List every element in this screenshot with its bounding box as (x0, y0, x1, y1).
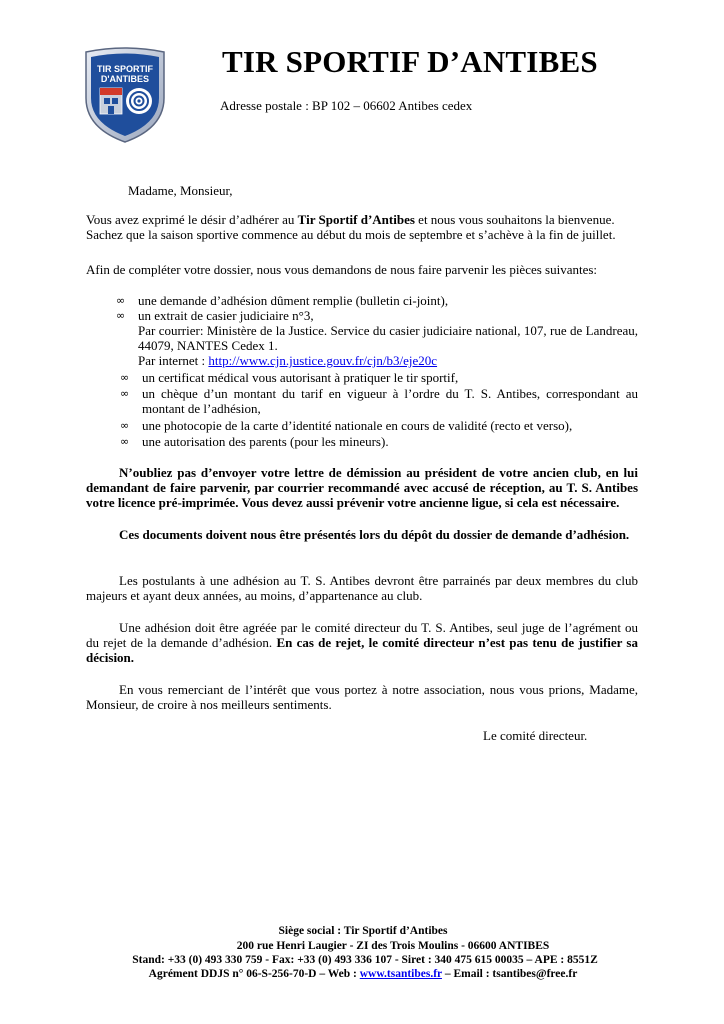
club-logo (82, 46, 168, 144)
footer-line-1: Siège social : Tir Sportif d’Antibes (278, 925, 448, 937)
organization-title: TIR SPORTIF D’ANTIBES (222, 44, 598, 79)
bullet-icon: ∞ (116, 294, 126, 307)
resignation-notice: N’oubliez pas d’envoyer votre lettre de démission au président de votre ancien club, en lui demandant de faire parvenir, par courrier recommandé avec accusé de réception, au T. S. Antibes votre licence pré-imprimée. Vous devez aussi prévenir votre ancienne ligue, si cela est nécessaire. (86, 465, 638, 510)
casier-link[interactable]: http://www.cjn.justice.gouv.fr/cjn/b3/eje20c (208, 353, 438, 368)
documents-intro: Afin de compléter votre dossier, nous vous demandons de nous faire parvenir les pièces suivantes: (86, 262, 598, 277)
logo-text-bottom: D'ANTIBES (100, 74, 150, 84)
season-text: Sachez que la saison sportive commence au début du mois de septembre et s’achève à la fin de juillet. (86, 227, 616, 242)
bullet-icon: ∞ (120, 435, 130, 448)
bullet-icon: ∞ (120, 387, 130, 400)
casier-courrier: Par courrier: Ministère de la Justice. Service du casier judiciaire national, 107, rue de Landreau, 44079, NANTES Cedex 1. (138, 323, 638, 353)
rejection-notice: En cas de rejet, le comité directeur n’est pas tenu de justifier sa décision. (86, 635, 638, 665)
closing-paragraph: En vous remerciant de l’intérêt que vous portez à notre association, nous vous prions, Madame, Monsieur, de croire à nos meilleurs sentiments. (86, 682, 638, 712)
greeting: Madame, Monsieur, (128, 183, 233, 198)
welcome-text-end: et nous vous souhaitons la bienvenue. (414, 212, 615, 227)
welcome-text: Vous avez exprimé le désir d’adhérer au (86, 212, 298, 227)
bullet-icon: ∞ (116, 309, 126, 322)
footer-line-4: Agrément DDJS n° 06-S-256-70-D – Web : www.tsantibes.fr – Email : tsantibes@free.fr (148, 968, 578, 980)
bullet-icon: ∞ (120, 419, 130, 432)
welcome-paragraph (86, 212, 638, 242)
footer-line-2: 200 rue Henri Laugier - ZI des Trois Moulins - 06600 ANTIBES (236, 940, 550, 952)
club-name: Tir Sportif d’Antibes (297, 212, 415, 227)
logo-text-top: TIR SPORTIF (97, 64, 153, 74)
website-link[interactable]: www.tsantibes.fr (359, 968, 442, 980)
bullet-icon: ∞ (120, 371, 130, 384)
signature: Le comité directeur. (483, 728, 588, 743)
postal-address: Adresse postale : BP 102 – 06602 Antibes cedex (220, 98, 473, 113)
sponsorship-paragraph: Les postulants à une adhésion au T. S. Antibes devront être parrainés par deux membres du club majeurs et ayant deux années, au moins, d’appartenance au club. (86, 573, 638, 603)
documents-notice: Ces documents doivent nous être présentés lors du dépôt du dossier de demande d’adhésion. (119, 527, 630, 542)
footer-line-3: Stand: +33 (0) 493 330 759 - Fax: +33 (0) 493 336 107 - Siret : 340 475 615 00035 – APE : 8551Z (132, 954, 598, 966)
casier-internet: Par internet : http://www.cjn.justice.gouv.fr/cjn/b3/eje20c (138, 353, 438, 368)
approval-paragraph: Une adhésion doit être agréée par le comité directeur du T. S. Antibes, seul juge de l’agrément ou du rejet de la demande d’adhésion. En cas de rejet, le comité directeur n’est pas tenu de justifier sa décision. (86, 620, 638, 665)
